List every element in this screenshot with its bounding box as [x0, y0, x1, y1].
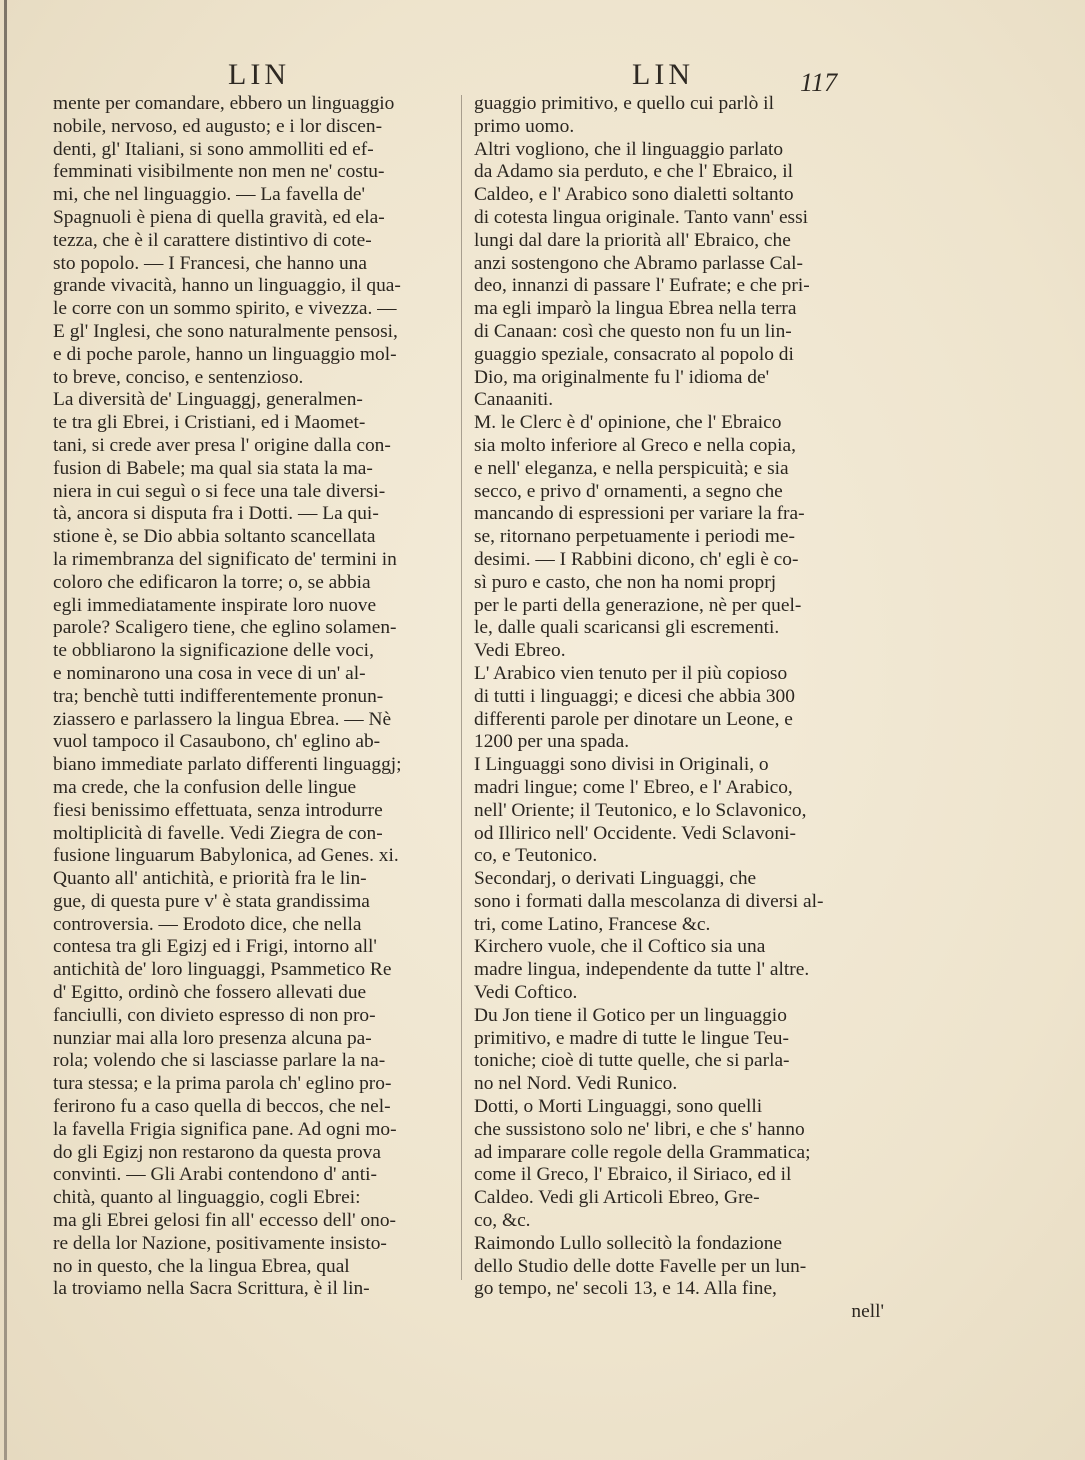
text-line: parole? Scaligero tiene, che eglino solamen-: [53, 617, 397, 639]
text-line: La diversità de' Linguaggj, generalmen-: [53, 389, 363, 411]
text-line: no in questo, che la lingua Ebrea, qual: [53, 1255, 350, 1277]
text-line: Dotti, o Morti Linguaggi, sono quelli: [474, 1096, 763, 1118]
page-gutter-edge: [4, 0, 7, 1460]
text-line: tra; benchè tutti indifferentemente pronun-: [53, 685, 384, 707]
text-line: madre lingua, independente da tutte l' altre.: [474, 959, 810, 981]
text-line: toniche; cioè di tutte quelle, che si parla-: [474, 1050, 790, 1072]
text-line: tani, si crede aver presa l' origine dalla con-: [53, 434, 391, 456]
text-line: madri lingue; come l' Ebreo, e l' Arabico,: [474, 776, 793, 798]
right-column-text: [474, 93, 884, 1324]
text-line: sì puro e casto, che non ha nomi proprj: [474, 571, 777, 593]
text-line: primitivo, e madre di tutte le lingue Teu-: [474, 1027, 789, 1049]
text-line: che sussistono solo ne' libri, e che s' hanno: [474, 1118, 805, 1140]
text-line: L' Arabico vien tenuto per il più copioso: [474, 662, 788, 684]
text-line: I Linguaggi sono divisi in Originali, o: [474, 754, 769, 776]
text-line: ferirono fu a caso quella di beccos, che nel-: [53, 1096, 391, 1118]
text-line: Vedi Ebreo.: [474, 640, 566, 662]
text-line: rola; volendo che si lasciasse parlare la na-: [53, 1050, 386, 1072]
running-head-right: LIN: [632, 58, 694, 91]
text-line: anzi sostengono che Abramo parlasse Cal-: [474, 252, 804, 274]
running-head-left: LIN: [228, 58, 290, 91]
text-line: biano immediate parlato differenti linguaggj;: [53, 754, 402, 776]
left-column-text: [53, 93, 455, 1301]
text-line: nobile, nervoso, ed augusto; e i lor discen-: [53, 115, 383, 137]
text-line: Caldeo. Vedi gli Articoli Ebreo, Gre-: [474, 1187, 760, 1209]
text-line: ziassero e parlassero la lingua Ebrea. — Nè: [53, 708, 392, 730]
text-line: ma egli imparò la lingua Ebrea nella terra: [474, 298, 797, 320]
text-line: la favella Frigia significa pane. Ad ogni mo-: [53, 1118, 397, 1140]
text-line: per le parti della generazione, nè per quel-: [474, 594, 802, 616]
text-line: fusion di Babele; ma qual sia stata la ma-: [53, 457, 373, 479]
text-line: di cotesta lingua originale. Tanto vann' essi: [474, 206, 809, 228]
text-line: come il Greco, l' Ebraico, il Siriaco, ed il: [474, 1164, 792, 1186]
text-line: te tra gli Ebrei, i Cristiani, ed i Maomet-: [53, 412, 366, 434]
text-line: sia molto inferiore al Greco e nella copia,: [474, 434, 796, 456]
text-line: se, ritornano perpetuamente i periodi me-: [474, 526, 795, 548]
text-line: lungi dal dare la priorità all' Ebraico, che: [474, 229, 791, 251]
text-line: Spagnuoli è piena di quella gravità, ed ela-: [53, 206, 385, 228]
column-divider: [461, 95, 462, 1280]
text-line: no nel Nord. Vedi Runico.: [474, 1073, 678, 1095]
text-line: Dio, ma originalmente fu l' idioma de': [474, 366, 770, 388]
text-line: convinti. — Gli Arabi contendono d' anti-: [53, 1164, 377, 1186]
text-line: dello Studio delle dotte Favelle per un lun-: [474, 1255, 807, 1277]
text-line: co, &c.: [474, 1210, 531, 1232]
text-line: Du Jon tiene il Gotico per un linguaggio: [474, 1004, 787, 1026]
page-number: 117: [800, 68, 838, 97]
text-line: 1200 per una spada.: [474, 731, 630, 753]
text-line: Raimondo Lullo sollecitò la fondazione: [474, 1232, 783, 1254]
text-line: la troviamo nella Sacra Scrittura, è il lin-: [53, 1278, 370, 1300]
text-line: mancando di espressioni per variare la fra-: [474, 503, 805, 525]
text-line: femminati visibilmente non men ne' costu-: [53, 161, 385, 183]
text-line: controversia. — Erodoto dice, che nella: [53, 913, 362, 935]
text-line: fusione linguarum Babylonica, ad Genes. xi.: [53, 845, 399, 867]
text-line: to breve, conciso, e sentenzioso.: [53, 366, 304, 388]
text-line: E gl' Inglesi, che sono naturalmente pensosi,: [53, 320, 398, 342]
text-line: di Canaan: così che questo non fu un lin-: [474, 320, 792, 342]
text-line: vuol tampoco il Casaubono, ch' eglino ab-: [53, 731, 381, 753]
text-line: le corre con un sommo spirito, e vivezza. —: [53, 298, 397, 320]
text-line: primo uomo.: [474, 115, 575, 137]
text-line: ma crede, che la confusion delle lingue: [53, 776, 357, 798]
text-line: desimi. — I Rabbini dicono, ch' egli è co-: [474, 548, 799, 570]
text-line: coloro che edificaron la torre; o, se abbia: [53, 571, 371, 593]
text-line: sto popolo. — I Francesi, che hanno una: [53, 252, 367, 274]
text-line: nunziar mai alla loro presenza alcuna pa-: [53, 1027, 372, 1049]
text-line: ad imparare colle regole della Grammatica;: [474, 1141, 811, 1163]
text-line: stione è, se Dio abbia soltanto scancellata: [53, 526, 376, 548]
text-line: guaggio speziale, consacrato al popolo di: [474, 343, 794, 365]
text-line: Kirchero vuole, che il Coftico sia una: [474, 936, 766, 958]
text-line: fiesi benissimo effettuata, senza introdurre: [53, 799, 383, 821]
text-line: Vedi Coftico.: [474, 982, 578, 1004]
text-line: mi, che nel linguaggio. — La favella de': [53, 184, 366, 206]
text-line: denti, gl' Italiani, si sono ammolliti ed ef-: [53, 138, 374, 160]
text-line: gue, di questa pure v' è stata grandissima: [53, 890, 370, 912]
text-line: da Adamo sia perduto, e che l' Ebraico, il: [474, 161, 794, 183]
text-line: Quanto all' antichità, e priorità fra le lin-: [53, 868, 367, 890]
text-line: nell': [851, 1301, 884, 1323]
text-line: nell' Oriente; il Teutonico, e lo Sclavonico,: [474, 799, 807, 821]
text-line: ma gli Ebrei gelosi fin all' eccesso dell' ono-: [53, 1210, 396, 1232]
text-line: deo, innanzi di passare l' Eufrate; e che pri-: [474, 275, 810, 297]
text-line: niera in cui seguì o si fece una tale diversi-: [53, 480, 386, 502]
text-line: go tempo, ne' secoli 13, e 14. Alla fine,: [474, 1278, 777, 1300]
text-line: co, e Teutonico.: [474, 845, 598, 867]
text-line: M. le Clerc è d' opinione, che l' Ebraico: [474, 412, 782, 434]
text-line: Caldeo, e l' Arabico sono dialetti soltanto: [474, 184, 794, 206]
text-line: grande vivacità, hanno un linguaggio, il qua-: [53, 275, 401, 297]
text-line: tri, come Latino, Francese &c.: [474, 913, 711, 935]
text-line: tà, ancora si disputa fra i Dotti. — La qui-: [53, 503, 379, 525]
text-line: secco, e privo d' ornamenti, a segno che: [474, 480, 783, 502]
text-line: differenti parole per dinotare un Leone, e: [474, 708, 793, 730]
text-line: di tutti i linguaggi; e dicesi che abbia 300: [474, 685, 795, 707]
text-line: re della lor Nazione, positivamente insisto-: [53, 1232, 387, 1254]
text-line: le, dalle quali scaricansi gli escrementi.: [474, 617, 780, 639]
text-line: sono i formati dalla mescolanza di diversi al-: [474, 890, 824, 912]
text-line: Canaaniti.: [474, 389, 554, 411]
text-line: mente per comandare, ebbero un linguaggio: [53, 93, 395, 114]
text-line: la rimembranza del significato de' termini in: [53, 548, 397, 570]
text-line: contesa tra gli Egizj ed i Frigi, intorno all': [53, 936, 377, 958]
text-line: Altri vogliono, che il linguaggio parlato: [474, 138, 784, 160]
text-line: e nominarono una cosa in vece di un' al-: [53, 662, 366, 684]
text-line: guaggio primitivo, e quello cui parlò il: [474, 93, 774, 114]
text-line: te obbliarono la significazione delle voci,: [53, 640, 374, 662]
text-line: e nell' eleganza, e nella perspicuità; e sia: [474, 457, 789, 479]
text-line: fanciulli, con divieto espresso di non pro-: [53, 1004, 376, 1026]
text-line: e di poche parole, hanno un linguaggio mol-: [53, 343, 397, 365]
text-line: Secondarj, o derivati Linguaggi, che: [474, 868, 757, 890]
text-line: chità, quanto al linguaggio, cogli Ebrei:: [53, 1187, 361, 1209]
text-line: tezza, che è il carattere distintivo di cote-: [53, 229, 372, 251]
text-line: moltiplicità di favelle. Vedi Ziegra de con-: [53, 822, 383, 844]
text-line: do gli Egizj non restarono da questa prova: [53, 1141, 381, 1163]
text-line: d' Egitto, ordinò che fossero allevati due: [53, 982, 367, 1004]
text-line: tura stessa; e la prima parola ch' eglino pro-: [53, 1073, 392, 1095]
text-line: egli immediatamente inspirate loro nuove: [53, 594, 377, 616]
text-line: od Illirico nell' Occidente. Vedi Sclavoni-: [474, 822, 796, 844]
text-line: antichità de' loro linguaggi, Psammetico Re: [53, 959, 392, 981]
